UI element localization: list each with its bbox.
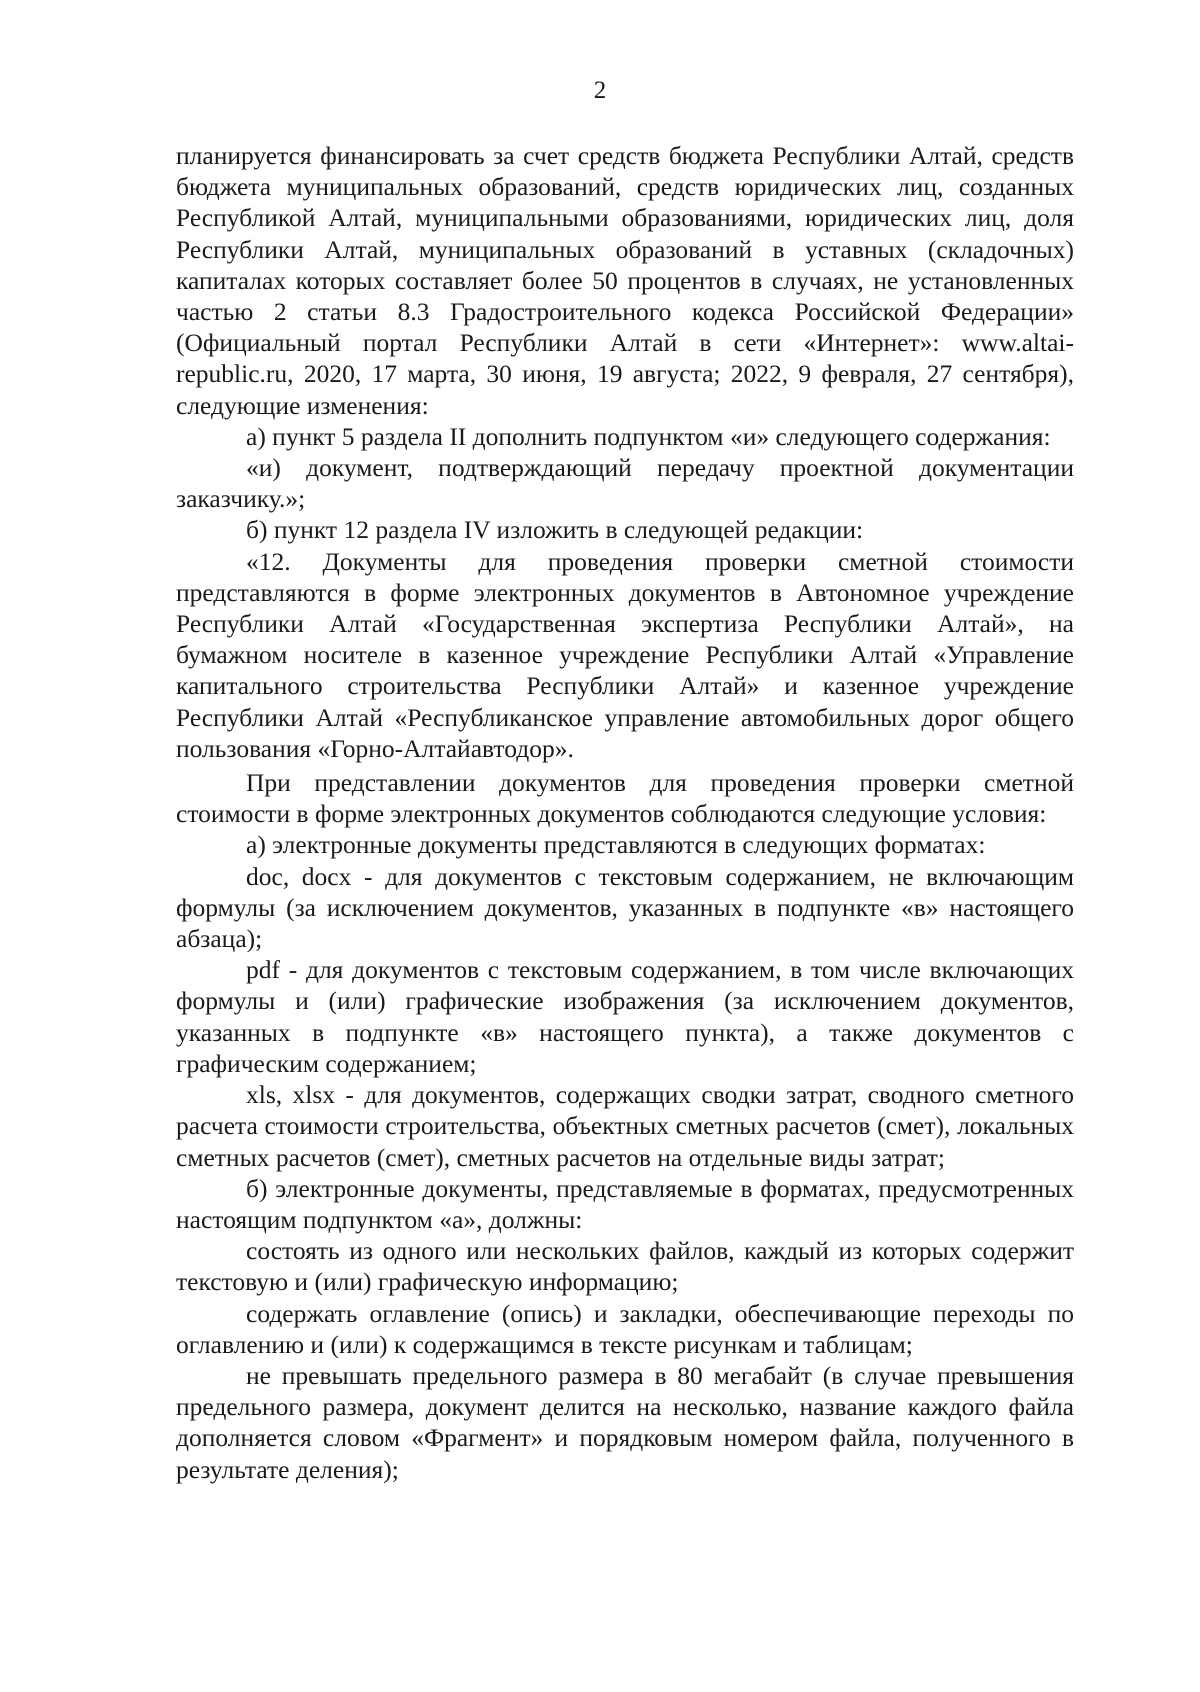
paragraph-item-b-requirements: б) электронные документы, представляемые в форматах, предусмотренных настоящим подпунктом «а», должны:: [176, 1173, 1074, 1234]
paragraph-bookmarks: содержать оглавление (опись) и закладки, обеспечивающие переходы по оглавлению и (или) к содержащимся в тексте рисункам и таблицам;: [176, 1298, 1074, 1359]
paragraph-files: состоять из одного или нескольких файлов, каждый из которых содержит текстовую и (или) графическую информацию;: [176, 1236, 1074, 1297]
paragraph-continuation: планируется финансировать за счет средств бюджета Республики Алтай, средств бюджета муниципальных образований, средств юридических лиц, созданных Республикой Алтай, муниципальными образованиями, юридических лиц, доля Республики Алтай, муниципальных образований в уставных (складочных) капиталах которых составляет более 50 процентов в случаях, не установленных частью 2 статьи 8.3 Градостроительного кодекса Российской Федерации» (Официальный портал Республики Алтай в сети «Интернет»: www.altai-republic.ru, 2020, 17 марта, 30 июня, 19 августа; 2022, 9 февраля, 27 сентября), следующие изменения:: [176, 141, 1074, 420]
paragraph-point-12: «12. Документы для проведения проверки сметной стоимости представляются в форме электронных документов в Автономное учреждение Республики Алтай «Государственная экспертиза Республики Алтай», на бумажном носителе в казенное учреждение Республики Алтай «Управление капитального строительства Республики Алтай» и казенное учреждение Республики Алтай «Республиканское управление автомобильных дорог общего пользования «Горно-Алтайавтодор».: [176, 546, 1074, 763]
paragraph-item-b: б) пункт 12 раздела IV изложить в следующей редакции:: [246, 515, 864, 545]
paragraph-item-a: а) пункт 5 раздела II дополнить подпунктом «и» следующего содержания:: [246, 421, 1051, 451]
paragraph-conditions: При представлении документов для проведения проверки сметной стоимости в форме электронных документов соблюдаются следующие условия:: [176, 768, 1074, 829]
paragraph-xls-format: xls, xlsx - для документов, содержащих сводки затрат, сводного сметного расчета стоимости строительства, объектных сметных расчетов (смет), локальных сметных расчетов (смет), сметных расчетов на отдельные виды затрат;: [176, 1080, 1074, 1172]
document-body: [176, 140, 1074, 1485]
paragraph-item-i: «и) документ, подтверждающий передачу проектной документации заказчику.»;: [176, 453, 1074, 514]
paragraph-pdf-format: pdf - для документов с текстовым содержанием, в том числе включающих формулы и (или) графические изображения (за исключением документов, указанных в подпункте «в» настоящего пункта), а также документов с графическим содержанием;: [176, 955, 1074, 1078]
paragraph-doc-format: doc, docx - для документов с текстовым содержанием, не включающим формулы (за исключением документов, указанных в подпункте «в» настоящего абзаца);: [176, 861, 1074, 954]
paragraph-formats: а) электронные документы представляются в следующих форматах:: [246, 830, 986, 860]
page-number: 2: [593, 77, 607, 104]
paragraph-size-limit: не превышать предельного размера в 80 мегабайт (в случае превышения предельного размера, документ делится на несколько, название каждого файла дополняется словом «Фрагмент» и порядковым номером файла, полученного в результате деления);: [176, 1360, 1074, 1484]
